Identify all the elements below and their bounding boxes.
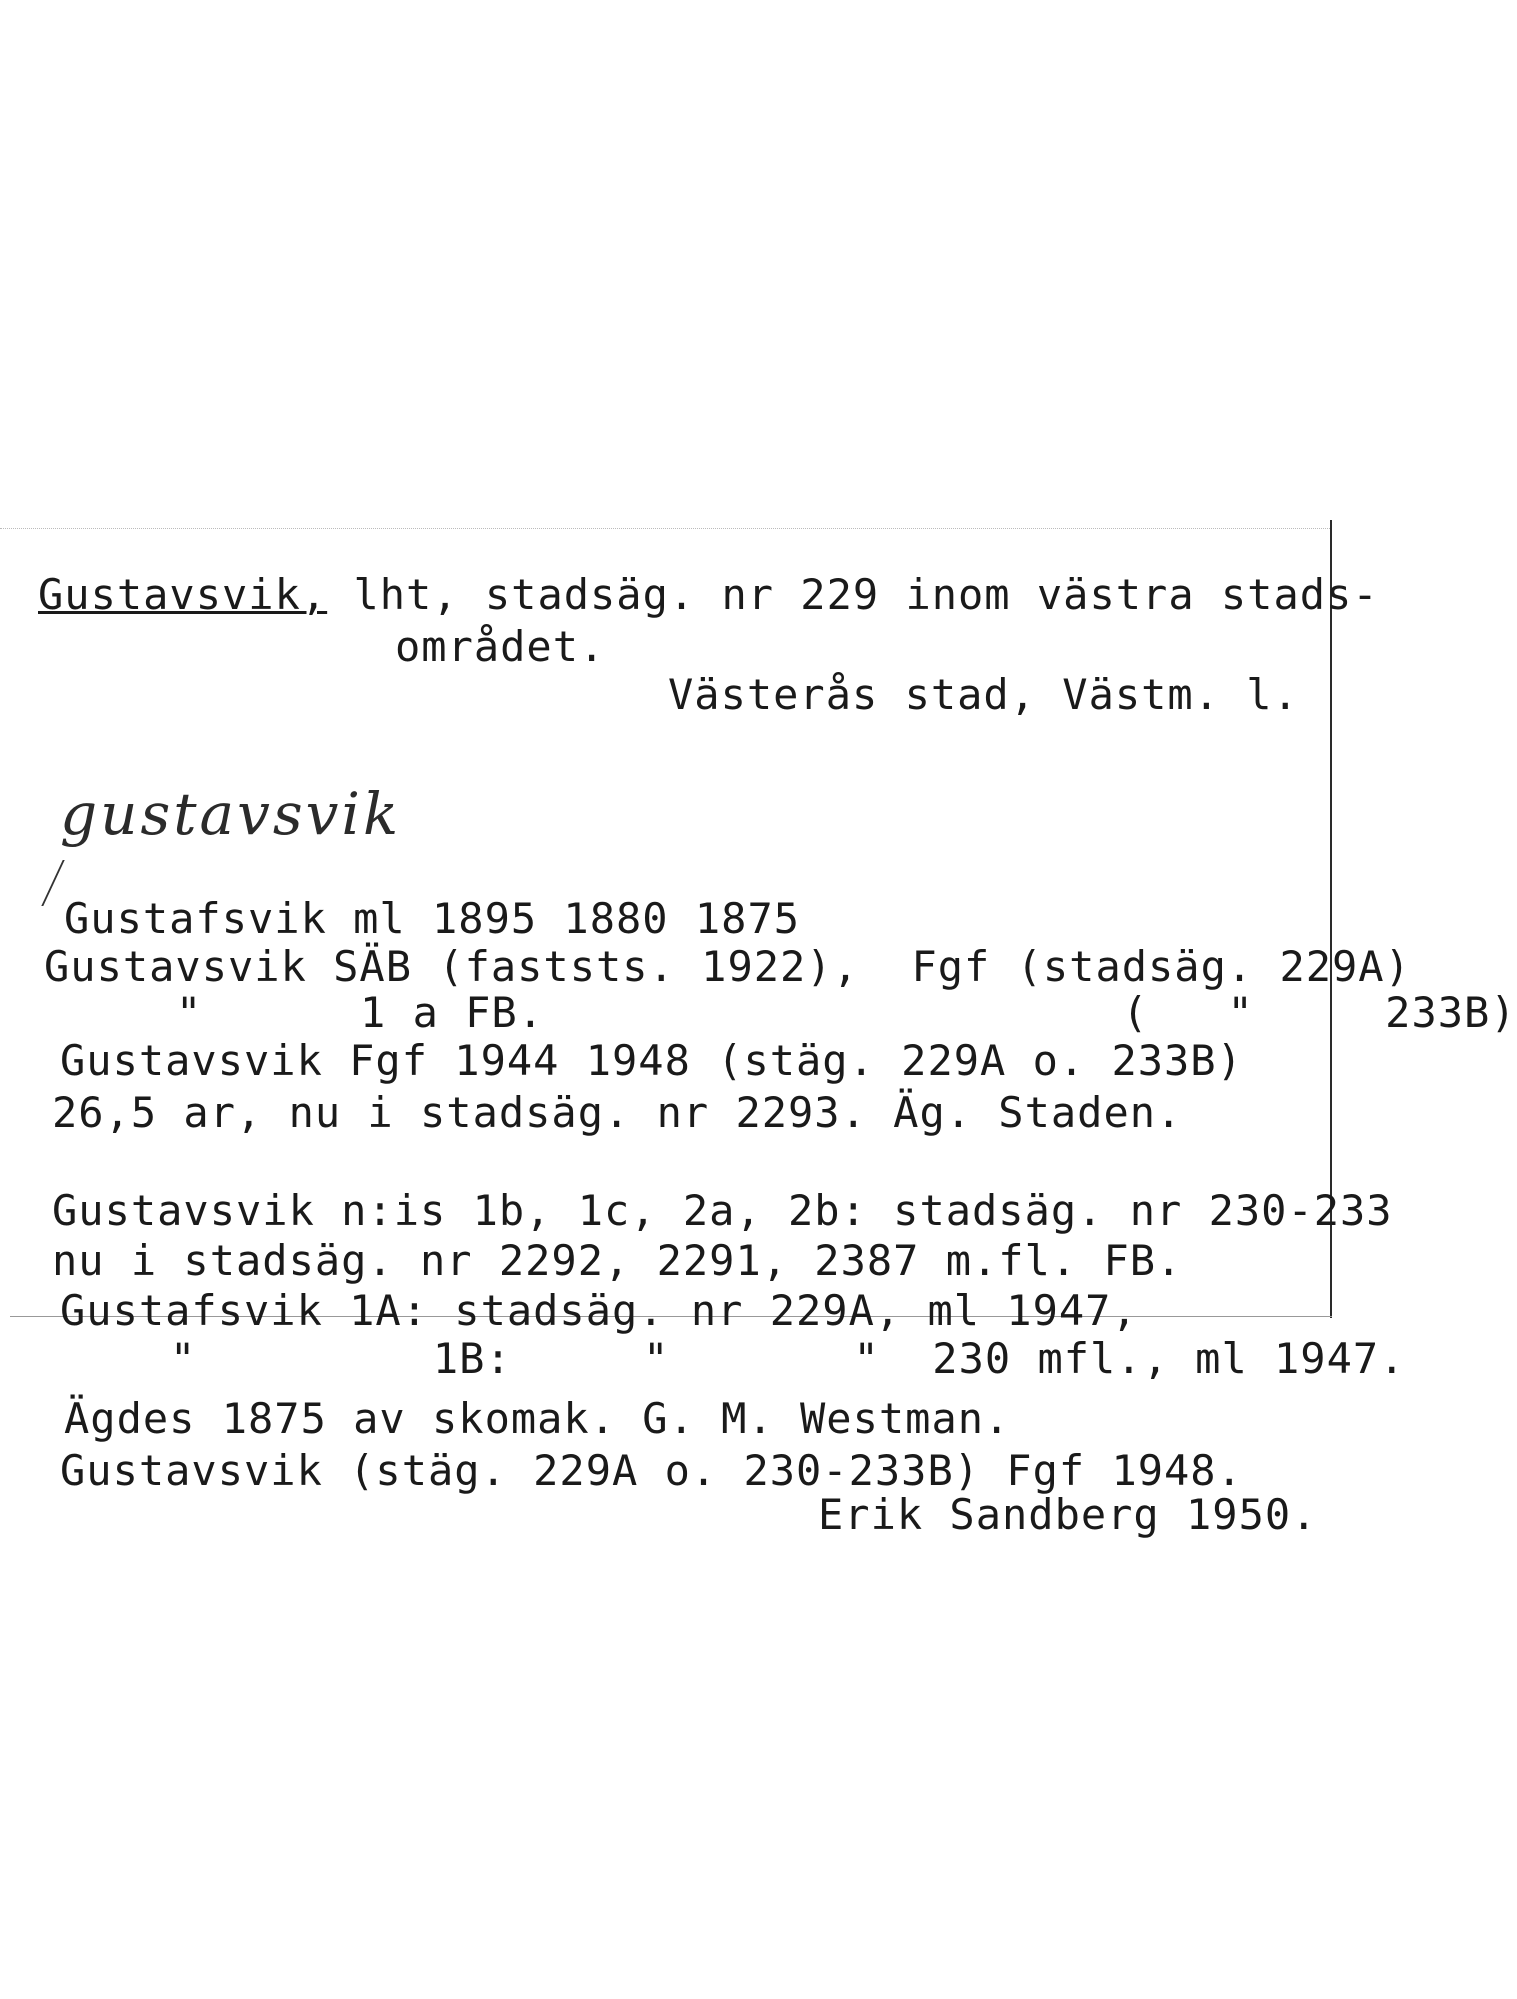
entry-name: Gustavsvik, [38, 570, 328, 619]
place-line: Västerås stad, Västm. l. [668, 670, 1299, 719]
line-9: " 1B: " " 230 mfl., ml 1947. [170, 1334, 1406, 1383]
line-1: Gustafsvik ml 1895 1880 1875 [64, 894, 801, 943]
header-line [38, 572, 1379, 618]
line-4: Gustavsvik Fgf 1944 1948 (stäg. 229A o. 233B) [60, 1036, 1243, 1085]
line-10: Ägdes 1875 av skomak. G. M. Westman. [64, 1394, 1011, 1443]
line-7: nu i stadsäg. nr 2292, 2291, 2387 m.fl. FB. [52, 1236, 1183, 1285]
line-6: Gustavsvik n:is 1b, 1c, 2a, 2b: stadsäg. nr 230-233 [52, 1186, 1393, 1235]
line-5: 26,5 ar, nu i stadsäg. nr 2293. Äg. Staden. [52, 1088, 1183, 1137]
line-2: Gustavsvik SÄB (faststs. 1922), Fgf (stadsäg. 229A) [44, 942, 1411, 991]
line-11: Gustavsvik (stäg. 229A o. 230-233B) Fgf 1948. [60, 1446, 1243, 1495]
entry-description: lht, stadsäg. nr 229 inom västra stads- [327, 570, 1379, 619]
line-8: Gustafsvik 1A: stadsäg. nr 229A, ml 1947, [60, 1286, 1138, 1335]
header-continuation: området. [395, 622, 606, 671]
signature-line: Erik Sandberg 1950. [818, 1490, 1318, 1539]
card-top-edge [0, 528, 1330, 529]
handwritten-name: gustavsvik [60, 780, 402, 848]
line-3: " 1 a FB. ( " 233B) [176, 988, 1517, 1037]
